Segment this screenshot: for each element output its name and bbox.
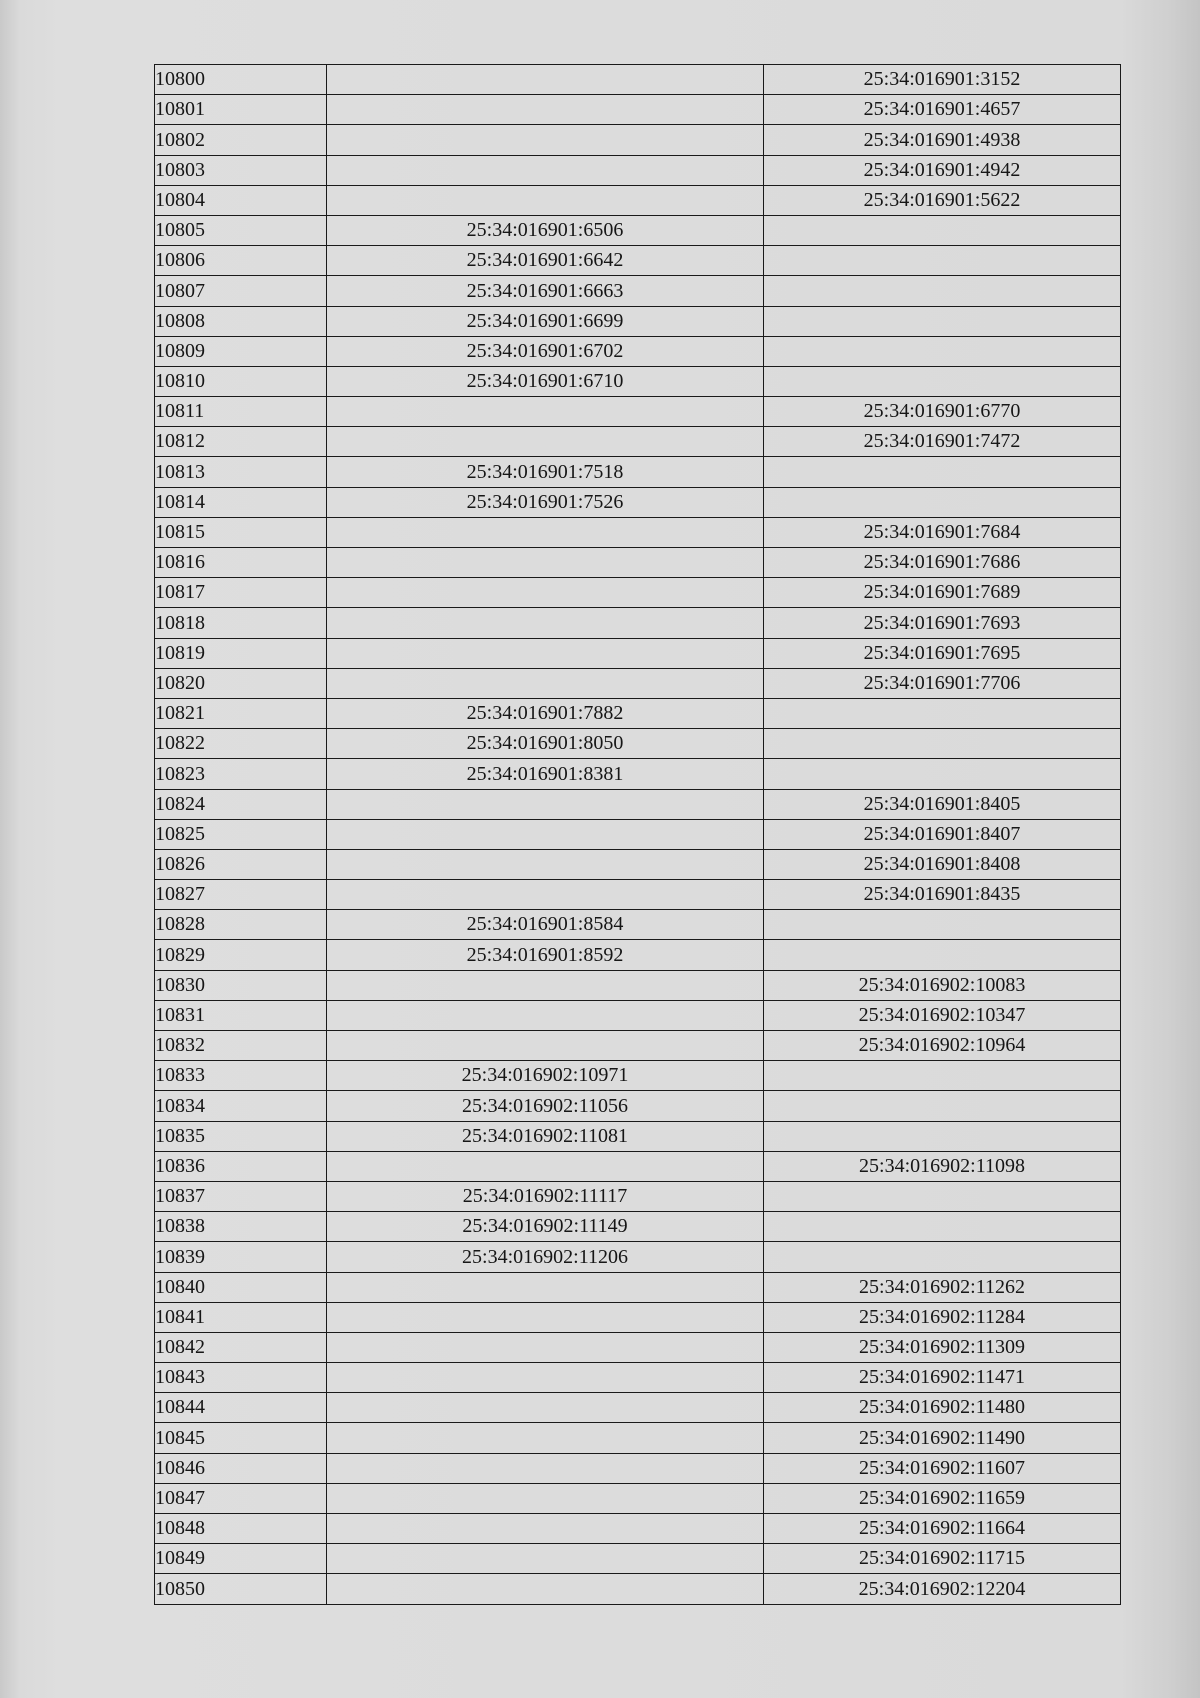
row-number-cell: 10833: [155, 1061, 327, 1091]
cadastral-number-cell-right: [764, 366, 1121, 396]
row-number-cell: 10816: [155, 548, 327, 578]
cadastral-number-cell-right: 25:34:016901:7693: [764, 608, 1121, 638]
cadastral-number-cell-right: [764, 1181, 1121, 1211]
row-number-cell: 10822: [155, 729, 327, 759]
table-row: [155, 970, 1121, 1000]
cadastral-number-cell-right: 25:34:016902:11284: [764, 1302, 1121, 1332]
cadastral-number-cell-middle: 25:34:016901:6699: [327, 306, 764, 336]
row-number-cell: 10850: [155, 1574, 327, 1604]
cadastral-number-cell-middle: [327, 1544, 764, 1574]
cadastral-number-cell-right: 25:34:016901:8407: [764, 819, 1121, 849]
row-number-cell: 10829: [155, 940, 327, 970]
cadastral-number-cell-middle: 25:34:016901:8584: [327, 910, 764, 940]
row-number-cell: 10839: [155, 1242, 327, 1272]
cadastral-number-cell-middle: 25:34:016902:11056: [327, 1091, 764, 1121]
cadastral-number-cell-right: [764, 276, 1121, 306]
table-row: [155, 517, 1121, 547]
row-number-cell: 10827: [155, 880, 327, 910]
row-number-cell: 10811: [155, 397, 327, 427]
row-number-cell: 10805: [155, 215, 327, 245]
table-row: [155, 336, 1121, 366]
row-number-cell: 10842: [155, 1332, 327, 1362]
table-row: [155, 125, 1121, 155]
table-row: [155, 1031, 1121, 1061]
table-row: [155, 1332, 1121, 1362]
cadastral-number-cell-middle: [327, 789, 764, 819]
cadastral-number-cell-middle: [327, 1393, 764, 1423]
cadastral-number-cell-right: 25:34:016902:11471: [764, 1363, 1121, 1393]
cadastral-number-cell-middle: [327, 1272, 764, 1302]
table-row: [155, 246, 1121, 276]
row-number-cell: 10830: [155, 970, 327, 1000]
cadastral-number-cell-middle: [327, 95, 764, 125]
row-number-cell: 10801: [155, 95, 327, 125]
cadastral-number-cell-middle: [327, 397, 764, 427]
cadastral-number-cell-right: [764, 457, 1121, 487]
cadastral-number-cell-middle: 25:34:016902:11149: [327, 1212, 764, 1242]
table-row: [155, 759, 1121, 789]
cadastral-number-cell-right: 25:34:016901:8408: [764, 849, 1121, 879]
table-row: [155, 215, 1121, 245]
table-row: [155, 729, 1121, 759]
cadastral-number-cell-middle: 25:34:016901:6506: [327, 215, 764, 245]
cadastral-number-cell-right: [764, 698, 1121, 728]
cadastral-number-cell-right: [764, 1061, 1121, 1091]
cadastral-number-cell-right: [764, 336, 1121, 366]
table-row: [155, 1544, 1121, 1574]
table-row: [155, 95, 1121, 125]
cadastral-number-cell-middle: [327, 668, 764, 698]
cadastral-number-cell-middle: 25:34:016901:6642: [327, 246, 764, 276]
cadastral-number-cell-right: 25:34:016902:12204: [764, 1574, 1121, 1604]
cadastral-number-cell-middle: [327, 638, 764, 668]
row-number-cell: 10835: [155, 1121, 327, 1151]
table-row: [155, 1574, 1121, 1604]
table-row: [155, 1393, 1121, 1423]
table-row: [155, 849, 1121, 879]
cadastral-number-cell-middle: [327, 1000, 764, 1030]
cadastral-number-cell-middle: [327, 1031, 764, 1061]
table-row: [155, 155, 1121, 185]
row-number-cell: 10847: [155, 1483, 327, 1513]
row-number-cell: 10807: [155, 276, 327, 306]
cadastral-number-cell-middle: 25:34:016902:11117: [327, 1181, 764, 1211]
cadastral-number-cell-middle: [327, 517, 764, 547]
row-number-cell: 10849: [155, 1544, 327, 1574]
table-row: [155, 1483, 1121, 1513]
cadastral-number-cell-right: [764, 215, 1121, 245]
row-number-cell: 10825: [155, 819, 327, 849]
row-number-cell: 10844: [155, 1393, 327, 1423]
table-body: [155, 65, 1121, 1605]
cadastral-number-cell-middle: [327, 1302, 764, 1332]
cadastral-number-cell-middle: [327, 578, 764, 608]
row-number-cell: 10804: [155, 185, 327, 215]
row-number-cell: 10838: [155, 1212, 327, 1242]
table-row: [155, 427, 1121, 457]
row-number-cell: 10846: [155, 1453, 327, 1483]
row-number-cell: 10817: [155, 578, 327, 608]
table-row: [155, 940, 1121, 970]
table-row: [155, 397, 1121, 427]
cadastral-number-cell-middle: [327, 427, 764, 457]
cadastral-number-cell-middle: [327, 185, 764, 215]
cadastral-number-cell-middle: [327, 880, 764, 910]
cadastral-number-cell-right: 25:34:016902:11659: [764, 1483, 1121, 1513]
cadastral-number-cell-right: 25:34:016901:4657: [764, 95, 1121, 125]
row-number-cell: 10841: [155, 1302, 327, 1332]
cadastral-number-cell-right: 25:34:016901:7686: [764, 548, 1121, 578]
table-row: [155, 1000, 1121, 1030]
cadastral-number-cell-right: [764, 729, 1121, 759]
cadastral-number-cell-right: [764, 1242, 1121, 1272]
cadastral-number-cell-middle: 25:34:016901:6710: [327, 366, 764, 396]
row-number-cell: 10812: [155, 427, 327, 457]
table-row: [155, 1212, 1121, 1242]
table-row: [155, 65, 1121, 95]
table-row: [155, 1514, 1121, 1544]
cadastral-number-cell-right: 25:34:016902:10964: [764, 1031, 1121, 1061]
cadastral-number-cell-middle: [327, 155, 764, 185]
table-row: [155, 276, 1121, 306]
table-row: [155, 1151, 1121, 1181]
cadastral-number-cell-right: [764, 910, 1121, 940]
row-number-cell: 10828: [155, 910, 327, 940]
cadastral-number-table: [154, 64, 1121, 1605]
row-number-cell: 10814: [155, 487, 327, 517]
row-number-cell: 10806: [155, 246, 327, 276]
row-number-cell: 10808: [155, 306, 327, 336]
cadastral-number-cell-right: 25:34:016901:7706: [764, 668, 1121, 698]
row-number-cell: 10834: [155, 1091, 327, 1121]
table-row: [155, 457, 1121, 487]
table-row: [155, 487, 1121, 517]
cadastral-number-cell-right: 25:34:016902:11715: [764, 1544, 1121, 1574]
cadastral-number-cell-right: 25:34:016901:4942: [764, 155, 1121, 185]
table-row: [155, 638, 1121, 668]
cadastral-number-cell-middle: 25:34:016902:11081: [327, 1121, 764, 1151]
table-row: [155, 668, 1121, 698]
row-number-cell: 10818: [155, 608, 327, 638]
cadastral-number-cell-right: [764, 1121, 1121, 1151]
cadastral-number-cell-right: [764, 306, 1121, 336]
cadastral-number-cell-right: 25:34:016902:10083: [764, 970, 1121, 1000]
cadastral-number-cell-middle: 25:34:016901:7882: [327, 698, 764, 728]
cadastral-number-cell-middle: 25:34:016902:11206: [327, 1242, 764, 1272]
cadastral-number-cell-middle: 25:34:016901:8592: [327, 940, 764, 970]
table-row: [155, 1121, 1121, 1151]
cadastral-number-cell-right: 25:34:016901:8405: [764, 789, 1121, 819]
cadastral-number-cell-right: 25:34:016902:11480: [764, 1393, 1121, 1423]
table-row: [155, 1423, 1121, 1453]
cadastral-number-cell-right: 25:34:016901:8435: [764, 880, 1121, 910]
cadastral-number-cell-right: 25:34:016902:11309: [764, 1332, 1121, 1362]
table-row: [155, 185, 1121, 215]
cadastral-number-cell-middle: [327, 1151, 764, 1181]
row-number-cell: 10815: [155, 517, 327, 547]
cadastral-number-cell-middle: [327, 1574, 764, 1604]
cadastral-number-cell-right: 25:34:016901:4938: [764, 125, 1121, 155]
cadastral-number-cell-middle: [327, 608, 764, 638]
cadastral-number-cell-right: 25:34:016901:7689: [764, 578, 1121, 608]
row-number-cell: 10848: [155, 1514, 327, 1544]
cadastral-number-cell-middle: [327, 1423, 764, 1453]
cadastral-number-cell-middle: [327, 1332, 764, 1362]
table-row: [155, 789, 1121, 819]
table-row: [155, 548, 1121, 578]
cadastral-number-cell-middle: 25:34:016901:8381: [327, 759, 764, 789]
row-number-cell: 10836: [155, 1151, 327, 1181]
row-number-cell: 10826: [155, 849, 327, 879]
cadastral-number-cell-right: 25:34:016901:7695: [764, 638, 1121, 668]
table-row: [155, 608, 1121, 638]
cadastral-number-cell-right: 25:34:016902:11607: [764, 1453, 1121, 1483]
cadastral-number-cell-middle: 25:34:016901:6702: [327, 336, 764, 366]
table-row: [155, 1242, 1121, 1272]
cadastral-number-cell-middle: 25:34:016901:6663: [327, 276, 764, 306]
cadastral-number-cell-middle: [327, 1453, 764, 1483]
cadastral-number-cell-middle: [327, 819, 764, 849]
row-number-cell: 10802: [155, 125, 327, 155]
cadastral-number-cell-right: 25:34:016901:3152: [764, 65, 1121, 95]
table-row: [155, 819, 1121, 849]
table-row: [155, 366, 1121, 396]
cadastral-number-cell-middle: [327, 1514, 764, 1544]
table-row: [155, 1363, 1121, 1393]
cadastral-number-cell-right: 25:34:016902:11664: [764, 1514, 1121, 1544]
cadastral-number-cell-right: [764, 1212, 1121, 1242]
table-row: [155, 1061, 1121, 1091]
table-row: [155, 910, 1121, 940]
cadastral-number-cell-middle: [327, 1363, 764, 1393]
row-number-cell: 10821: [155, 698, 327, 728]
cadastral-number-cell-right: 25:34:016902:11262: [764, 1272, 1121, 1302]
row-number-cell: 10820: [155, 668, 327, 698]
table-row: [155, 578, 1121, 608]
row-number-cell: 10813: [155, 457, 327, 487]
row-number-cell: 10840: [155, 1272, 327, 1302]
cadastral-number-cell-middle: [327, 1483, 764, 1513]
row-number-cell: 10824: [155, 789, 327, 819]
table-row: [155, 1091, 1121, 1121]
cadastral-number-cell-middle: 25:34:016901:8050: [327, 729, 764, 759]
row-number-cell: 10832: [155, 1031, 327, 1061]
table-row: [155, 698, 1121, 728]
cadastral-number-cell-middle: [327, 548, 764, 578]
cadastral-number-cell-right: 25:34:016901:7684: [764, 517, 1121, 547]
row-number-cell: 10819: [155, 638, 327, 668]
cadastral-number-cell-right: 25:34:016901:7472: [764, 427, 1121, 457]
table-row: [155, 306, 1121, 336]
cadastral-number-cell-middle: 25:34:016902:10971: [327, 1061, 764, 1091]
cadastral-number-cell-right: 25:34:016902:11490: [764, 1423, 1121, 1453]
cadastral-number-cell-right: [764, 940, 1121, 970]
cadastral-number-cell-right: [764, 1091, 1121, 1121]
row-number-cell: 10810: [155, 366, 327, 396]
cadastral-number-cell-right: 25:34:016902:11098: [764, 1151, 1121, 1181]
cadastral-number-cell-right: 25:34:016902:10347: [764, 1000, 1121, 1030]
cadastral-number-cell-right: [764, 246, 1121, 276]
row-number-cell: 10800: [155, 65, 327, 95]
table-row: [155, 880, 1121, 910]
cadastral-table-container: [154, 64, 1120, 1605]
cadastral-number-cell-middle: [327, 970, 764, 1000]
cadastral-number-cell-middle: 25:34:016901:7526: [327, 487, 764, 517]
row-number-cell: 10843: [155, 1363, 327, 1393]
cadastral-number-cell-right: [764, 487, 1121, 517]
cadastral-number-cell-right: [764, 759, 1121, 789]
cadastral-number-cell-middle: 25:34:016901:7518: [327, 457, 764, 487]
row-number-cell: 10837: [155, 1181, 327, 1211]
table-row: [155, 1181, 1121, 1211]
row-number-cell: 10809: [155, 336, 327, 366]
cadastral-number-cell-middle: [327, 65, 764, 95]
cadastral-number-cell-right: 25:34:016901:5622: [764, 185, 1121, 215]
cadastral-number-cell-middle: [327, 849, 764, 879]
row-number-cell: 10803: [155, 155, 327, 185]
cadastral-number-cell-right: 25:34:016901:6770: [764, 397, 1121, 427]
row-number-cell: 10845: [155, 1423, 327, 1453]
row-number-cell: 10831: [155, 1000, 327, 1030]
cadastral-number-cell-middle: [327, 125, 764, 155]
table-row: [155, 1302, 1121, 1332]
row-number-cell: 10823: [155, 759, 327, 789]
table-row: [155, 1272, 1121, 1302]
table-row: [155, 1453, 1121, 1483]
